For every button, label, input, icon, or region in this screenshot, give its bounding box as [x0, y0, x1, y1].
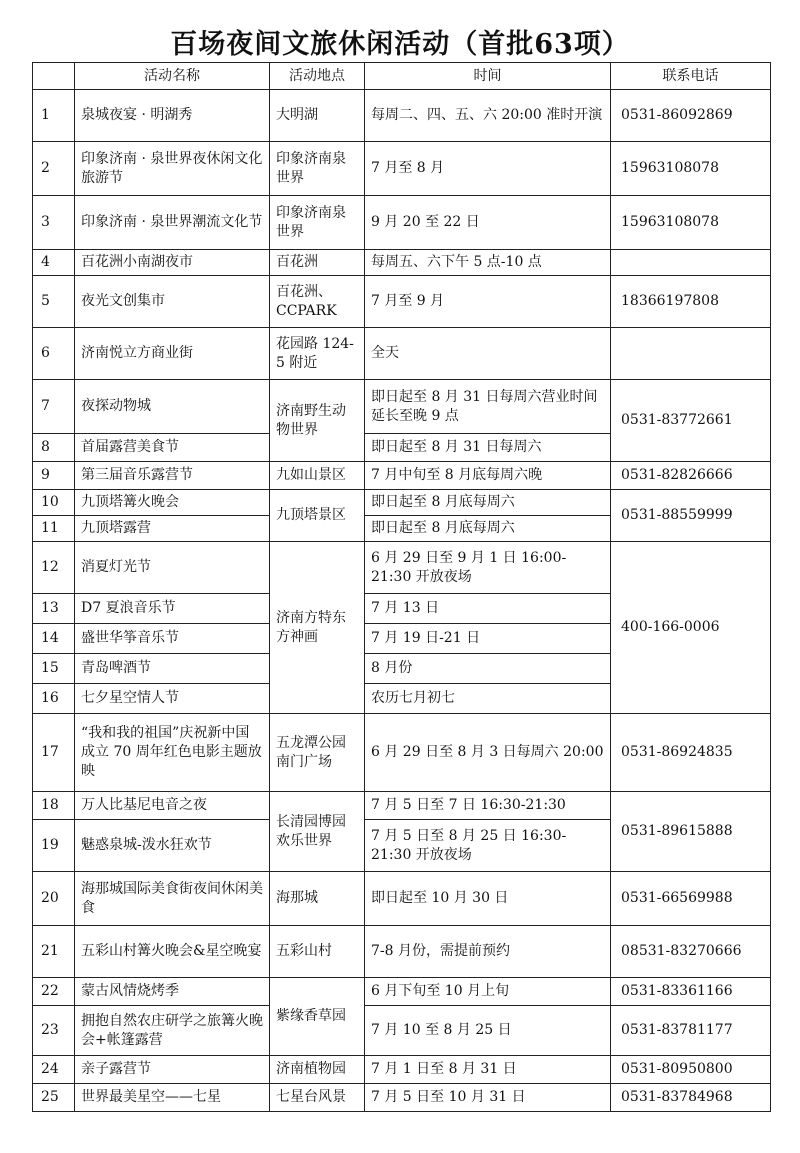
activity-place: 济南野生动物世界: [270, 380, 365, 462]
activity-time: 农历七月初七: [365, 684, 611, 714]
header-place: 活动地点: [270, 63, 365, 90]
activity-time: 即日起至 8 月底每周六: [365, 516, 611, 542]
activity-phone: 15963108078: [611, 142, 771, 196]
activity-time: 7 月 10 至 8 月 25 日: [365, 1006, 611, 1056]
row-number: 4: [33, 250, 75, 276]
activity-name: 亲子露营节: [75, 1056, 270, 1084]
activity-name: 印象济南 · 泉世界夜休闲文化旅游节: [75, 142, 270, 196]
activity-place: 大明湖: [270, 90, 365, 142]
activity-time: 7 月 5 日至 7 日 16:30-21:30: [365, 792, 611, 820]
table-row: [33, 90, 771, 142]
activity-time: 即日起至 8 月 31 日每周六营业时间延长至晚 9 点: [365, 380, 611, 434]
table-row: [33, 792, 771, 820]
row-number: 15: [33, 654, 75, 684]
activity-name: 消夏灯光节: [75, 542, 270, 594]
activity-name: D7 夏浪音乐节: [75, 594, 270, 624]
row-number: 18: [33, 792, 75, 820]
table-row: [33, 872, 771, 926]
row-number: 1: [33, 90, 75, 142]
activity-place: 九如山景区: [270, 462, 365, 490]
activity-name: 夜探动物城: [75, 380, 270, 434]
activity-phone: 0531-86092869: [611, 90, 771, 142]
activity-name: 七夕星空情人节: [75, 684, 270, 714]
activity-place: 百花洲: [270, 250, 365, 276]
table-row: [33, 250, 771, 276]
row-number: 25: [33, 1084, 75, 1112]
activity-name: 九顶塔露营: [75, 516, 270, 542]
row-number: 10: [33, 490, 75, 516]
activity-time: 6 月 29 日至 9 月 1 日 16:00-21:30 开放夜场: [365, 542, 611, 594]
row-number: 13: [33, 594, 75, 624]
activity-place: 五彩山村: [270, 926, 365, 978]
activity-phone: [611, 328, 771, 380]
activity-time: 6 月下旬至 10 月上旬: [365, 978, 611, 1006]
activity-phone: 0531-66569988: [611, 872, 771, 926]
row-number: 5: [33, 276, 75, 328]
activity-name: 世界最美星空——七星: [75, 1084, 270, 1112]
activity-place: 百花洲、CCPARK: [270, 276, 365, 328]
table-row: [33, 714, 771, 792]
activity-time: 7 月 1 日至 8 月 31 日: [365, 1056, 611, 1084]
activity-time: 7 月 5 日至 8 月 25 日 16:30-21:30 开放夜场: [365, 820, 611, 872]
activity-time: 6 月 29 日至 8 月 3 日每周六 20:00: [365, 714, 611, 792]
row-number: 3: [33, 196, 75, 250]
row-number: 24: [33, 1056, 75, 1084]
activity-place: 五龙潭公园南门广场: [270, 714, 365, 792]
activity-time: 7 月中旬至 8 月底每周六晚: [365, 462, 611, 490]
row-number: 7: [33, 380, 75, 434]
activity-phone: 0531-83772661: [611, 380, 771, 462]
activity-time: 每周五、六下午 5 点-10 点: [365, 250, 611, 276]
activity-name: 第三届音乐露营节: [75, 462, 270, 490]
activity-name: 青岛啤酒节: [75, 654, 270, 684]
header-num: [33, 63, 75, 90]
activity-phone: 0531-83781177: [611, 1006, 771, 1056]
table-row: [33, 1006, 771, 1056]
activity-name: “我和我的祖国”庆祝新中国成立 70 周年红色电影主题放映: [75, 714, 270, 792]
activity-place: 长清园博园欢乐世界: [270, 792, 365, 872]
activity-name: 海那城国际美食街夜间休闲美食: [75, 872, 270, 926]
activity-time: 即日起至 8 月 31 日每周六: [365, 434, 611, 462]
table-row: [33, 490, 771, 516]
table-header-row: [33, 63, 771, 90]
activity-phone: 18366197808: [611, 276, 771, 328]
row-number: 19: [33, 820, 75, 872]
row-number: 12: [33, 542, 75, 594]
activity-name: 盛世华筝音乐节: [75, 624, 270, 654]
row-number: 6: [33, 328, 75, 380]
page-title: 百场夜间文旅休闲活动（首批63项）: [170, 29, 630, 60]
activity-phone: 400-166-0006: [611, 542, 771, 714]
activity-phone: 0531-82826666: [611, 462, 771, 490]
activity-place: 济南植物园: [270, 1056, 365, 1084]
activity-place: 紫缘香草园: [270, 978, 365, 1056]
activity-name: 首届露营美食节: [75, 434, 270, 462]
table-row: [33, 380, 771, 434]
activity-time: 7 月至 8 月: [365, 142, 611, 196]
row-number: 11: [33, 516, 75, 542]
table-row: [33, 978, 771, 1006]
activity-phone: [611, 250, 771, 276]
activity-name: 蒙古风情烧烤季: [75, 978, 270, 1006]
activity-time: 全天: [365, 328, 611, 380]
activity-place: 印象济南泉世界: [270, 142, 365, 196]
activity-phone: 15963108078: [611, 196, 771, 250]
activity-phone: 08531-83270666: [611, 926, 771, 978]
row-number: 21: [33, 926, 75, 978]
row-number: 9: [33, 462, 75, 490]
activity-place: 海那城: [270, 872, 365, 926]
activity-name: 万人比基尼电音之夜: [75, 792, 270, 820]
activity-name: 魅惑泉城-泼水狂欢节: [75, 820, 270, 872]
activity-time: 即日起至 8 月底每周六: [365, 490, 611, 516]
row-number: 14: [33, 624, 75, 654]
activity-time: 7 月 5 日至 10 月 31 日: [365, 1084, 611, 1112]
activity-name: 拥抱自然农庄研学之旅篝火晚会+帐篷露营: [75, 1006, 270, 1056]
activity-time: 7 月 19 日-21 日: [365, 624, 611, 654]
activity-time: 7-8 月份，需提前预约: [365, 926, 611, 978]
activity-name: 百花洲小南湖夜市: [75, 250, 270, 276]
table-row: [33, 196, 771, 250]
activity-name: 印象济南 · 泉世界潮流文化节: [75, 196, 270, 250]
activity-phone: 0531-89615888: [611, 792, 771, 872]
activity-name: 夜光文创集市: [75, 276, 270, 328]
table-row: [33, 542, 771, 594]
activity-name: 泉城夜宴 · 明湖秀: [75, 90, 270, 142]
activity-place: 七星台风景: [270, 1084, 365, 1112]
row-number: 16: [33, 684, 75, 714]
activity-name: 五彩山村篝火晚会&星空晚宴: [75, 926, 270, 978]
table-row: [33, 276, 771, 328]
activity-phone: 0531-83784968: [611, 1084, 771, 1112]
activity-name: 济南悦立方商业街: [75, 328, 270, 380]
activity-time: 即日起至 10 月 30 日: [365, 872, 611, 926]
activity-time: 每周二、四、五、六 20:00 准时开演: [365, 90, 611, 142]
row-number: 22: [33, 978, 75, 1006]
activity-time: 8 月份: [365, 654, 611, 684]
table-row: [33, 1056, 771, 1084]
row-number: 23: [33, 1006, 75, 1056]
table-row: [33, 1084, 771, 1112]
activity-table: [32, 62, 771, 1112]
row-number: 8: [33, 434, 75, 462]
header-phone: 联系电话: [611, 63, 771, 90]
table-row: [33, 926, 771, 978]
activity-time: 9 月 20 至 22 日: [365, 196, 611, 250]
row-number: 2: [33, 142, 75, 196]
table-row: [33, 328, 771, 380]
activity-place: 九顶塔景区: [270, 490, 365, 542]
header-name: 活动名称: [75, 63, 270, 90]
header-time: 时间: [365, 63, 611, 90]
activity-time: 7 月 13 日: [365, 594, 611, 624]
activity-phone: 0531-80950800: [611, 1056, 771, 1084]
table-row: [33, 462, 771, 490]
activity-phone: 0531-88559999: [611, 490, 771, 542]
activity-phone: 0531-83361166: [611, 978, 771, 1006]
row-number: 20: [33, 872, 75, 926]
activity-place: 济南方特东方神画: [270, 542, 365, 714]
activity-time: 7 月至 9 月: [365, 276, 611, 328]
activity-place: 花园路 124-5 附近: [270, 328, 365, 380]
activity-phone: 0531-86924835: [611, 714, 771, 792]
row-number: 17: [33, 714, 75, 792]
activity-name: 九顶塔篝火晚会: [75, 490, 270, 516]
activity-place: 印象济南泉世界: [270, 196, 365, 250]
table-row: [33, 142, 771, 196]
